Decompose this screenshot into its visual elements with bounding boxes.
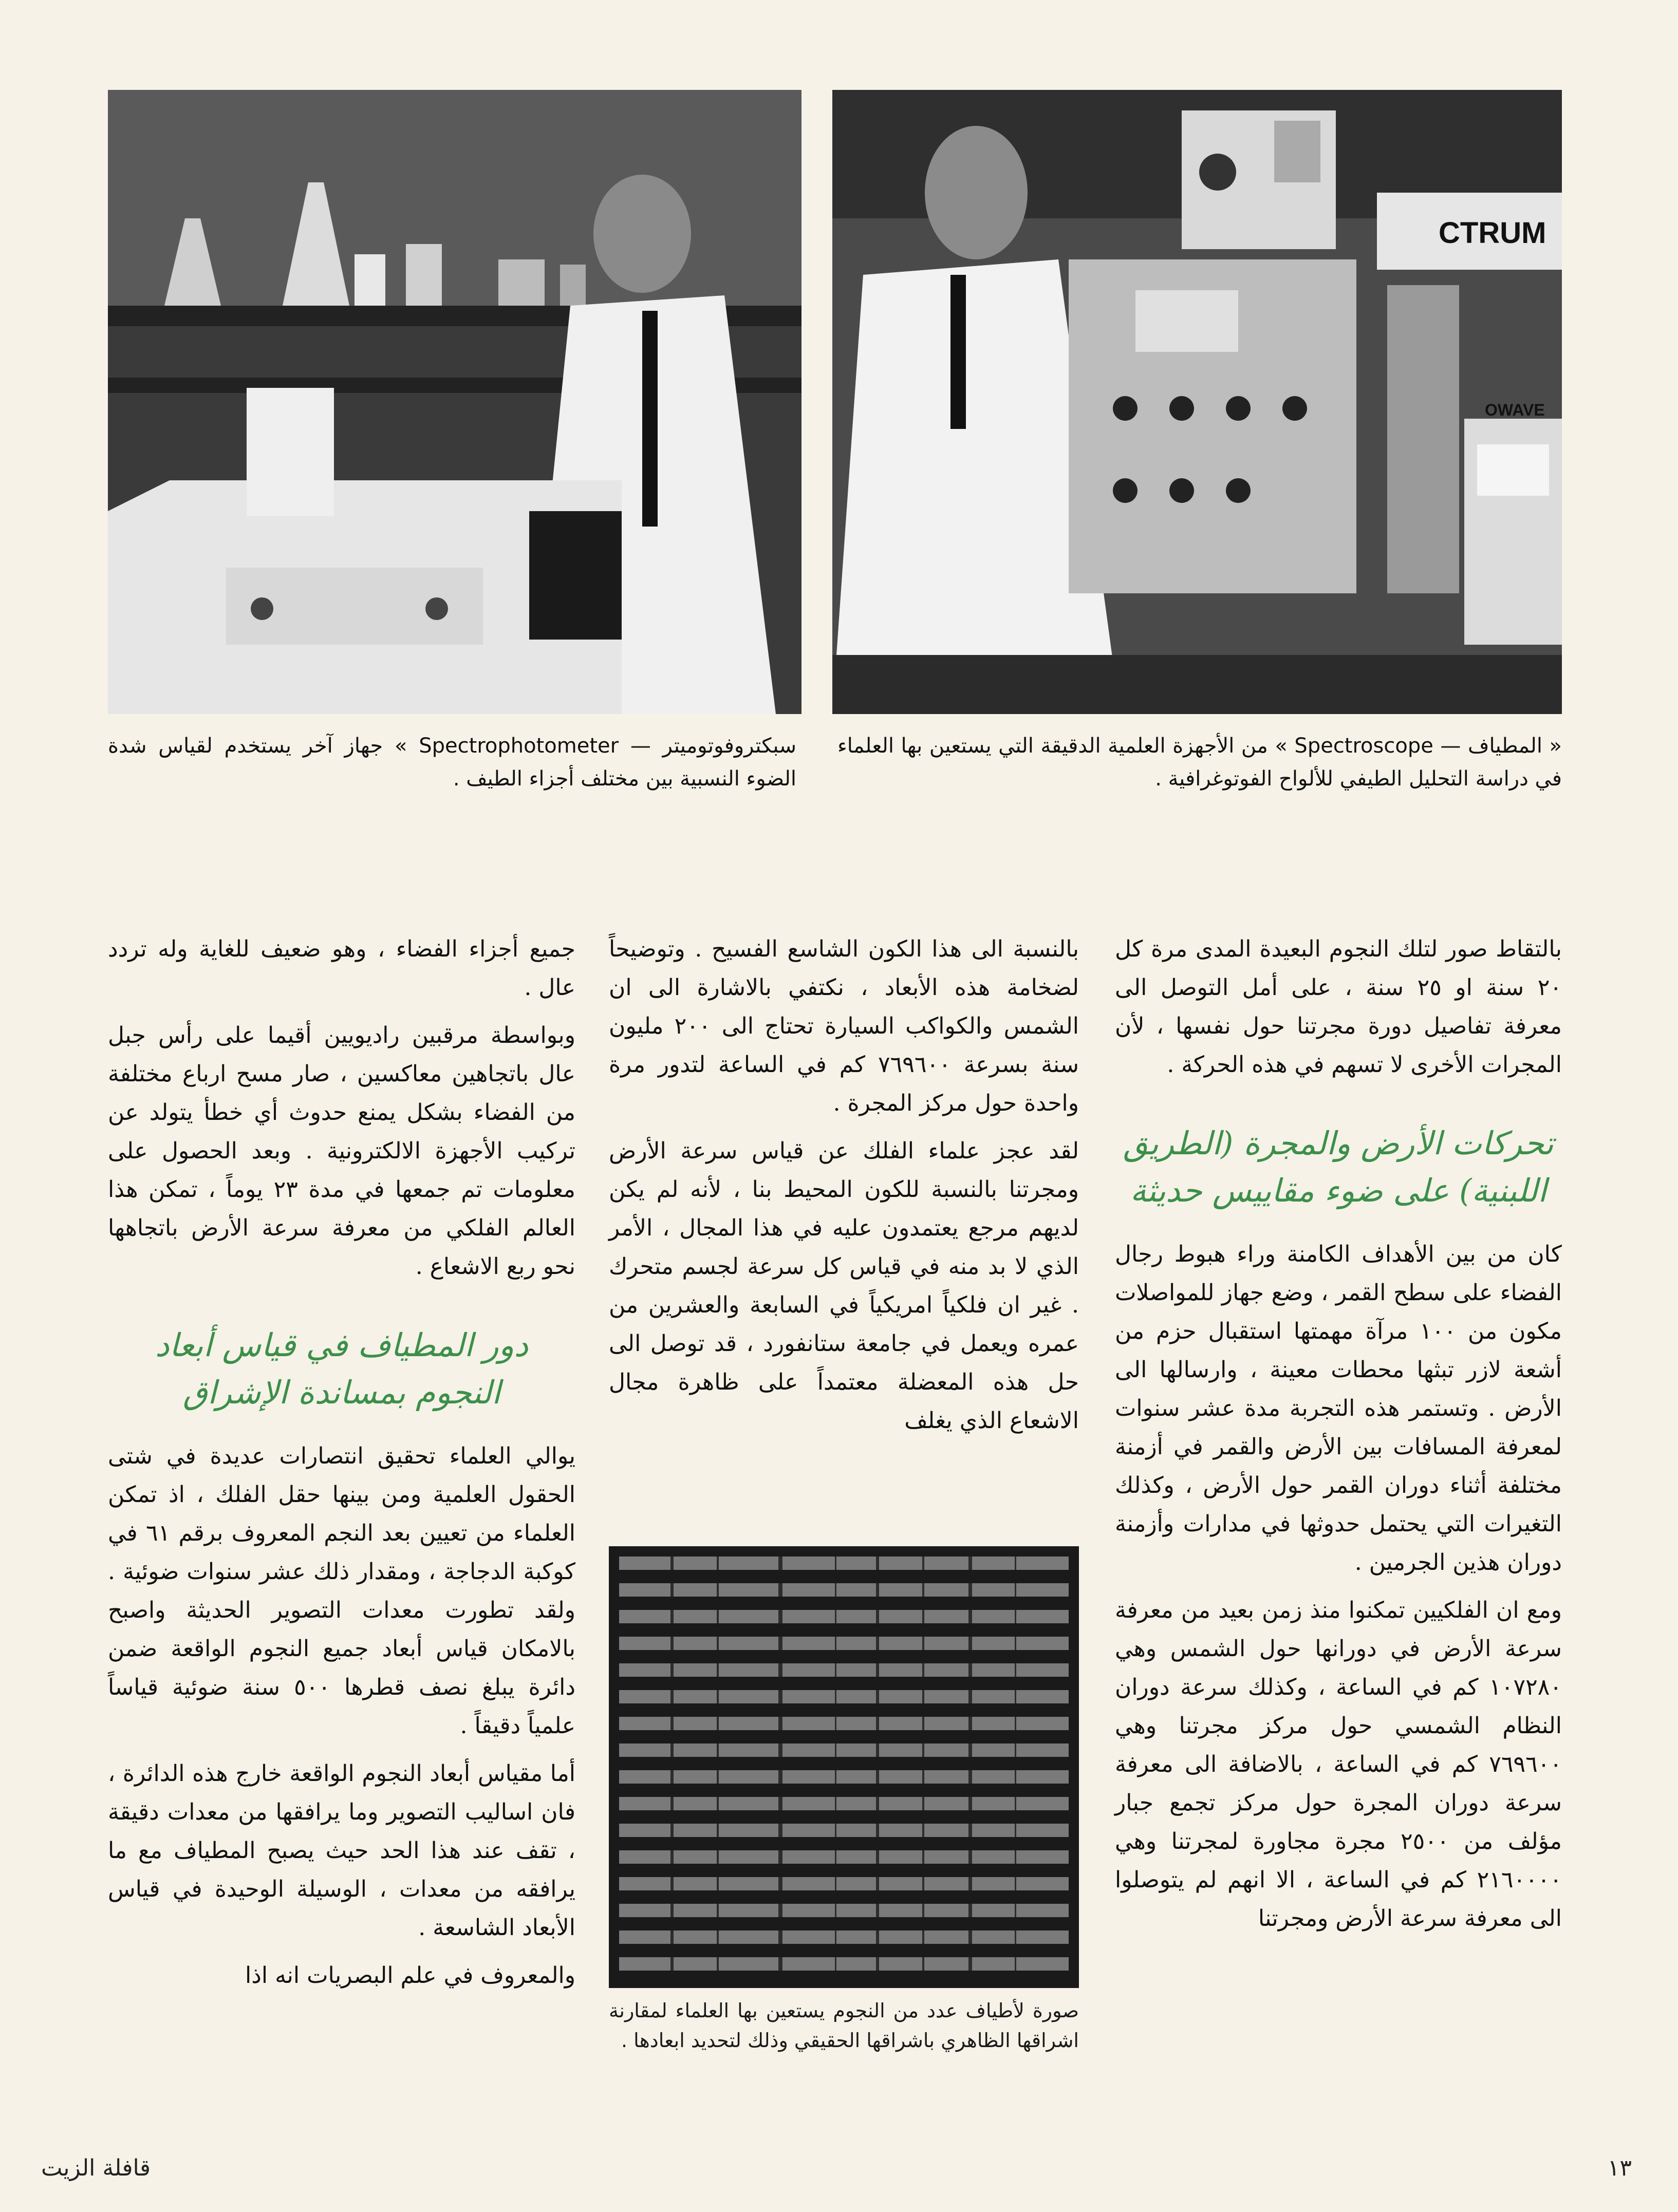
col-left-paragraph-3: يوالي العلماء تحقيق انتصارات عديدة في شتى الحقول العلمية ومن بينها حقل الفلك ، اذ تمكن العلماء من تعيين بعد النجم المعروف برقم ٦١ في كوكبة الدجاجة ، ومقدار ذلك عشر سنوات ضوئية . ولقد تطورت معدات التصوير الحديثة واصبح بالامكان قياس أبعاد جميع النجوم الواقعة ضمن دائرة يبلغ نصف قطرها ٥٠٠ سنة ضوئية قياساً علمياً دقيقاً . <box>108 1443 576 1739</box>
col-left-paragraph-5: والمعروف في علم البصريات انه اذا <box>245 1962 575 1989</box>
column-middle <box>609 930 1079 1449</box>
owave-label: OWAVE <box>1485 401 1545 419</box>
spectra-caption: صورة لأطياف عدد من النجوم يستعين بها العلماء لمقارنة اشراقها الظاهري باشراقها الحقيقي وذلك لتحديد ابعادها . <box>609 1999 1079 2052</box>
spectroscope-photo <box>832 90 1562 714</box>
col-middle-paragraph-2: لقد عجز علماء الفلك عن قياس سرعة الأرض ومجرتنا بالنسبة للكون المحيط بنا ، لأنه لم يكن لديهم مرجع يعتمدون عليه في هذا المجال ، الأمر الذي لا بد منه في قياس كل سرعة لجسم متحرك . غير ان فلكياً امريكياً في السابعة والعشرين من عمره ويعمل في جامعة ستانفورد ، قد توصل الى حل هذه المعضلة معتمداً على ظاهرة مجال الاشعاع الذي يغلف <box>609 1138 1079 1434</box>
page-number: ١٣ <box>1607 2155 1632 2181</box>
section-heading-spectroscope-role: دور المطياف في قياس أبعاد النجوم بمساندة الإشراق <box>155 1326 529 1411</box>
magazine-name: قافلة الزيت <box>41 2155 151 2181</box>
col-left-paragraph-1: جميع أجزاء الفضاء ، وهو ضعيف للغاية وله تردد عال . <box>108 936 575 1001</box>
spectrophotometer-photo <box>108 90 801 714</box>
stellar-spectra-image <box>609 1546 1079 1988</box>
spectroscope-caption: « المطياف — Spectroscope » من الأجهزة العلمية الدقيقة التي يستعين بها العلماء في دراسة التحليل الطيفي للألواح الفوتوغرافية . <box>837 734 1562 791</box>
col-right-paragraph-1: بالتقاط صور لتلك النجوم البعيدة المدى مرة كل ٢٠ سنة او ٢٥ سنة ، على أمل التوصل الى معرفة تفاصيل دورة مجرتنا حول نفسها ، لأن المجرات الأخرى لا تسهم في هذه الحركة . <box>1115 936 1562 1078</box>
col-right-paragraph-2: كان من بين الأهداف الكامنة وراء هبوط رجال الفضاء على سطح القمر ، وضع جهاز للمواصلات مكون من ١٠٠ مرآة مهمتها استقبال حزم من أشعة لازر تبثها محطات معينة ، وارسالها الى الأرض . وتستمر هذه التجربة مدة عشر سنوات لمعرفة المسافات بين الأرض والقمر في أزمنة مختلفة أثناء دوران القمر حول الأرض ، وكذلك التغيرات التي يحتمل حدوثها في مدارات وأزمنة دوران هذين الجرمين . <box>1115 1241 1562 1576</box>
section-heading-earth-galaxy: تحركات الأرض والمجرة (الطريق اللبنية) على ضوء مقاييس حديثة <box>1123 1124 1554 1209</box>
col-left-paragraph-2: وبواسطة مرقبين راديويين أقيما على رأس جبل عال باتجاهين معاكسين ، صار مسح ارباع مختلفة من الفضاء بشكل يمنع حدوث أي خطأ يتولد عن تركيب الأجهزة الالكترونية . وبعد الحصول على معلومات تم جمعها في مدة ٢٣ يوماً ، تمكن هذا العالم الفلكي من معرفة سرعة الأرض باتجاهها نحو ربع الاشعاع . <box>108 1022 575 1280</box>
column-right <box>1115 930 1562 1947</box>
ctrum-label: CTRUM <box>1439 216 1546 250</box>
col-left-paragraph-4: أما مقياس أبعاد النجوم الواقعة خارج هذه الدائرة ، فان اساليب التصوير وما يرافقها من معدات دقيقة ، تقف عند هذا الحد حيث يصبح المطياف مع ما يرافقه من معدات ، الوسيلة الوحيدة في قياس الأبعاد الشاسعة . <box>108 1760 575 1941</box>
column-left <box>108 930 575 2004</box>
spectrophotometer-caption: سبكتروفوتوميتر — Spectrophotometer » جهاز آخر يستخدم لقياس شدة الضوء النسبية بين مختلف أجزاء الطيف . <box>108 734 796 791</box>
col-middle-paragraph-1: بالنسبة الى هذا الكون الشاسع الفسيح . وتوضيحاً لضخامة هذه الأبعاد ، نكتفي بالاشارة الى ان الشمس والكواكب السيارة تحتاج الى ٢٠٠ مليون سنة بسرعة ٧٦٩٦٠٠ كم في الساعة لتدور مرة واحدة حول مركز المجرة . <box>609 936 1079 1116</box>
col-right-paragraph-3: ومع ان الفلكيين تمكنوا منذ زمن بعيد من معرفة سرعة الأرض في دورانها حول الشمس وهي ١٠٧٢٨٠ كم في الساعة ، وكذلك سرعة دوران النظام الشمسي حول مركز مجرتنا وهي ٧٦٩٦٠٠ كم في الساعة ، بالاضافة الى معرفة سرعة دوران المجرة حول مركز تجمع جبار مؤلف من ٢٥٠٠ مجرة مجاورة لمجرتنا وهي ٢١٦٠٠٠٠ كم في الساعة ، الا انهم لم يتوصلوا الى معرفة سرعة الأرض ومجرتنا <box>1115 1597 1562 1932</box>
